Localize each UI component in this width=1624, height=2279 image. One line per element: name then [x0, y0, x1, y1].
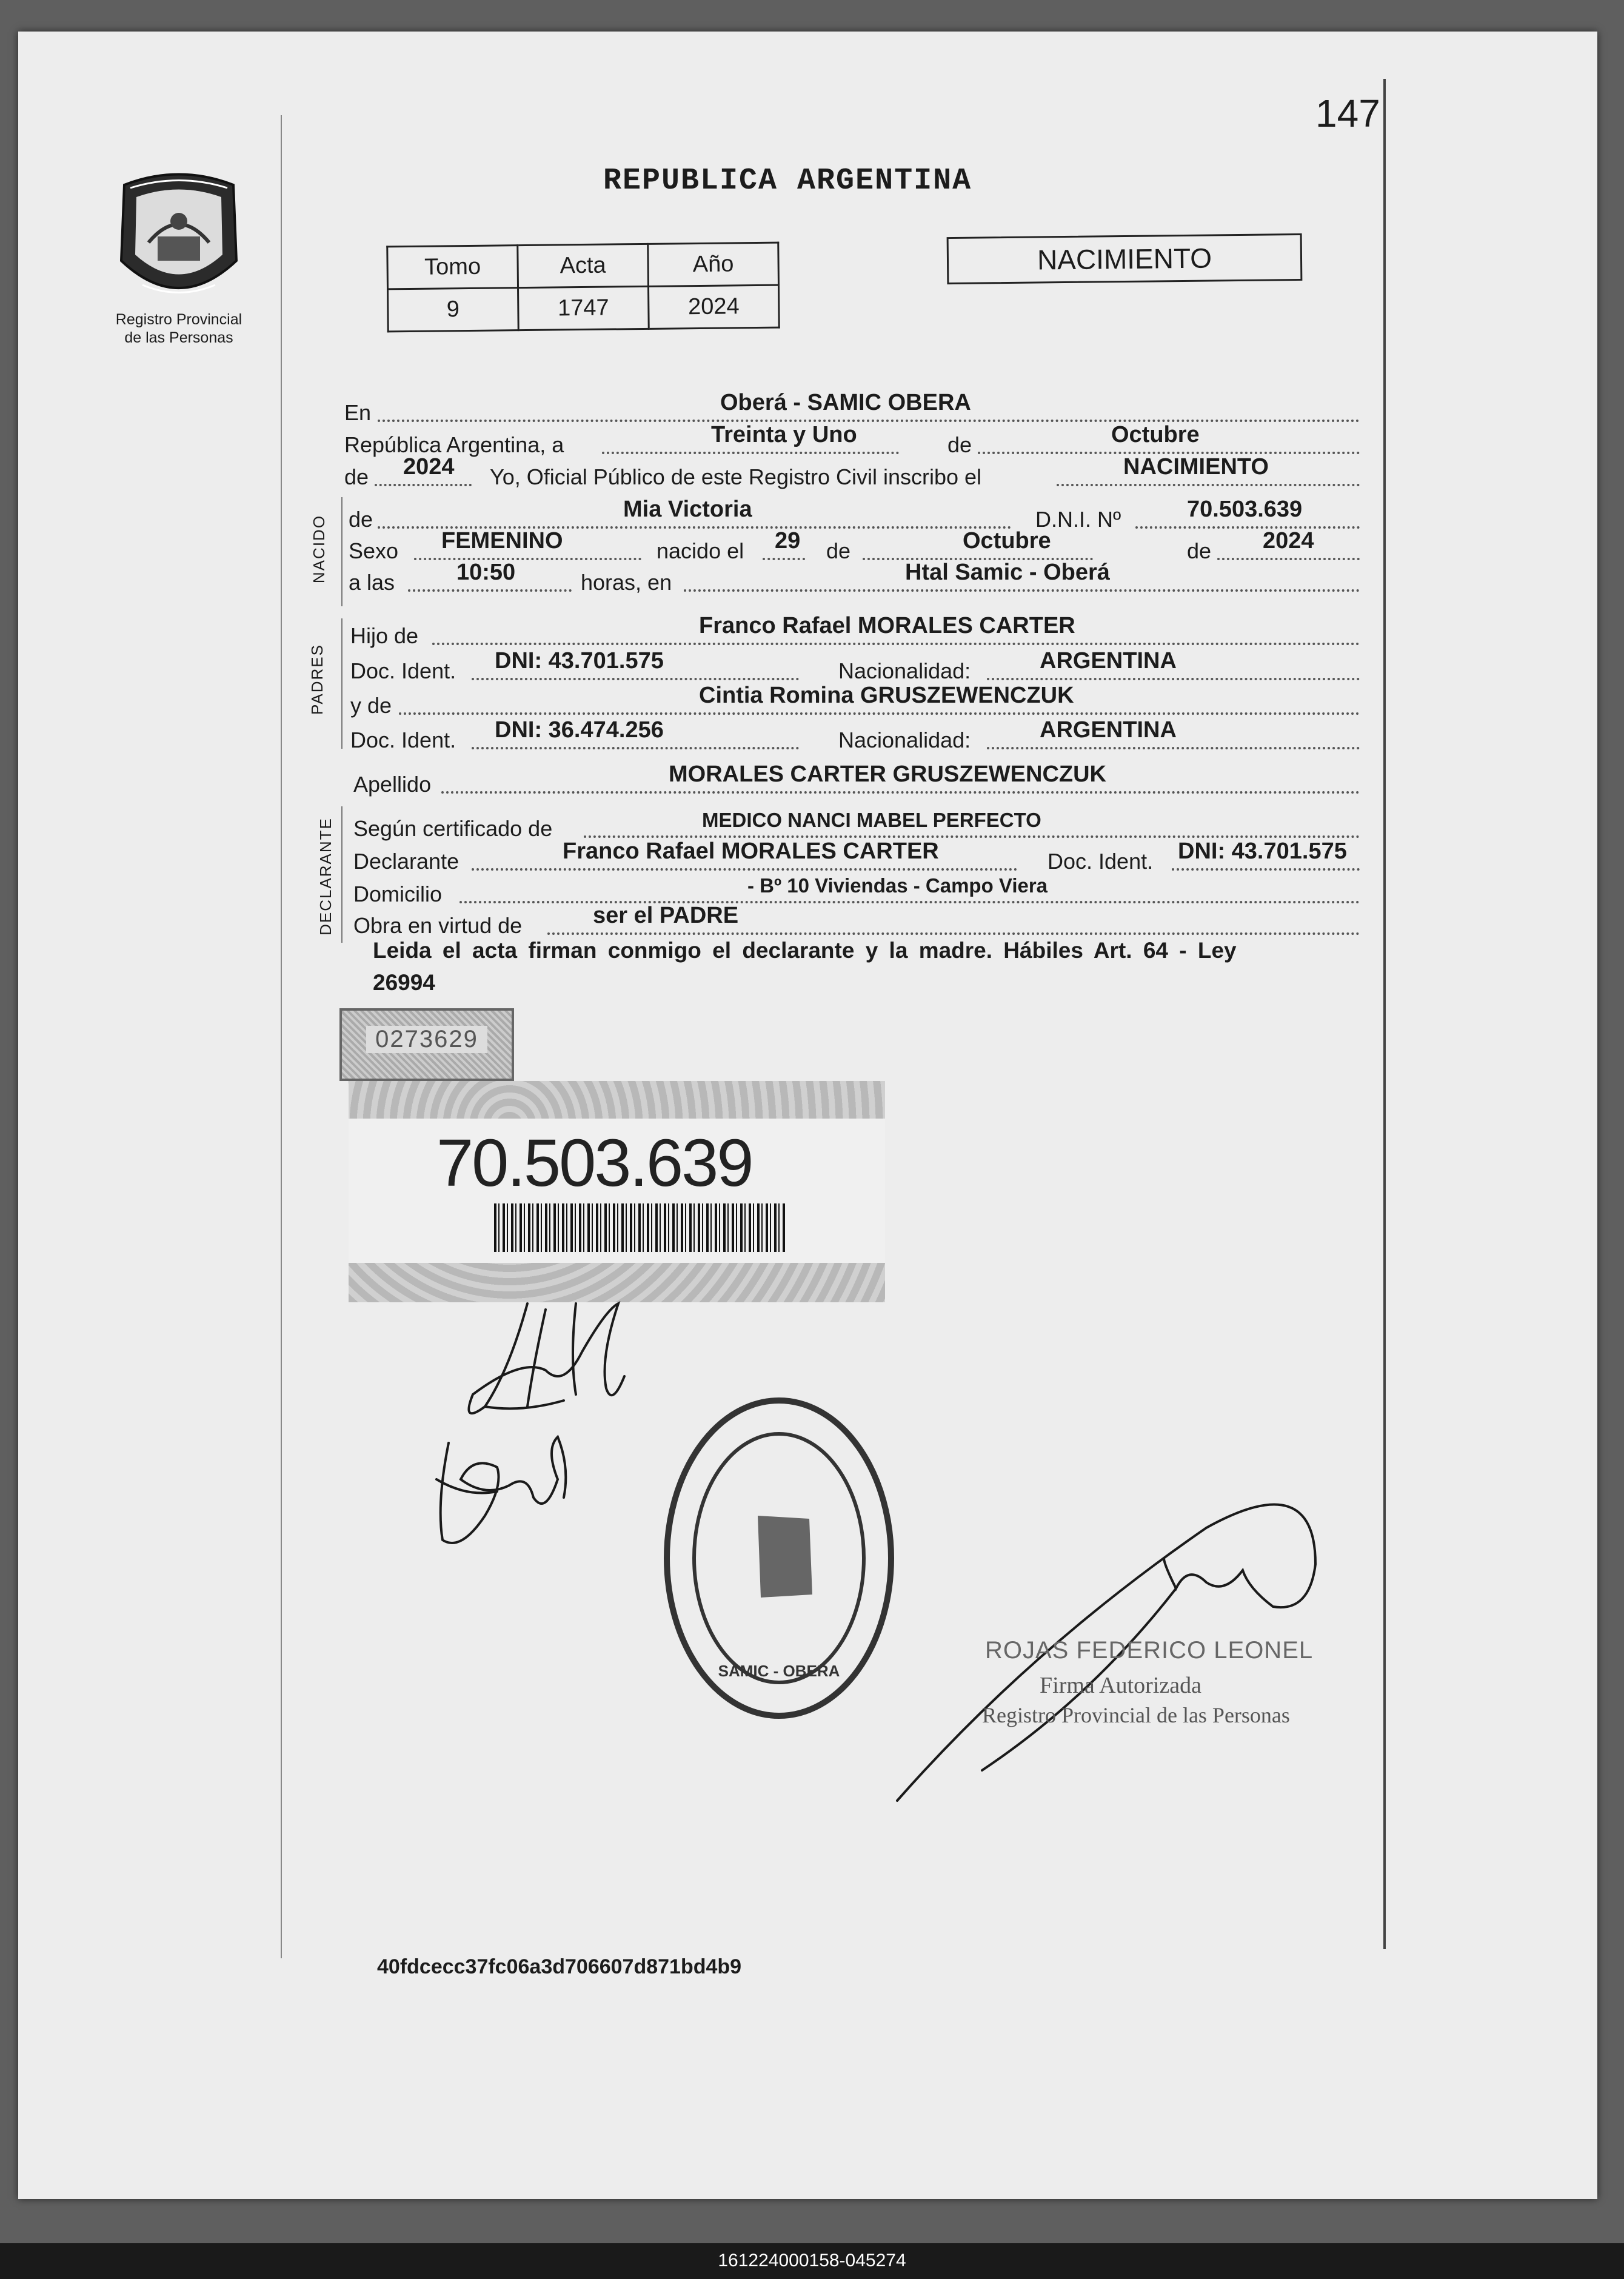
value-declarante: Franco Rafael MORALES CARTER [563, 838, 939, 864]
value-mes: Octubre [1111, 422, 1200, 447]
small-sticker-code: 0273629 [366, 1026, 487, 1053]
value-lugar-nac: Htal Samic - Oberá [905, 560, 1110, 585]
row-certificado [344, 805, 1362, 842]
value-madre-dni: DNI: 36.474.256 [495, 717, 664, 743]
label-y-de: y de [350, 693, 392, 718]
row-apellido [344, 761, 1362, 797]
value-dni: 70.503.639 [1187, 497, 1303, 522]
dotted-line [408, 589, 572, 592]
label-de: de [826, 538, 851, 563]
value-padre-dni: DNI: 43.701.575 [495, 648, 664, 674]
value-certificado: MEDICO NANCI MABEL PERFECTO [702, 809, 1041, 831]
value-hora: 10:50 [456, 560, 516, 585]
row-padre [344, 612, 1362, 649]
right-margin-line [1383, 79, 1386, 1949]
value-sexo: FEMENINO [441, 528, 563, 554]
closing-note: Leida el acta firman conmigo el declarante y la madre. Hábiles Art. 64 - Ley [373, 938, 1237, 963]
label-inscribo: Yo, Oficial Público de este Registro Civil inscribo el [490, 464, 982, 489]
label-de: de [344, 464, 369, 489]
value-domicilio: - Bº 10 Viviendas - Campo Viera [747, 874, 1048, 897]
header-tomo: Tomo [387, 246, 518, 289]
label-nacionalidad: Nacionalidad: [838, 728, 971, 752]
value-dia-nac: 29 [775, 528, 801, 554]
official-title: Firma Autorizada [1040, 1673, 1201, 1698]
page-number: 147 [1315, 92, 1380, 135]
value-padre-nac: ARGENTINA [1040, 648, 1177, 674]
registry-stamp [658, 1394, 900, 1722]
row-madre [344, 682, 1362, 718]
acta-table [386, 242, 780, 333]
header-anio: Año [648, 243, 779, 286]
label-doc: Doc. Ident. [1048, 849, 1154, 874]
value-dia: Treinta y Uno [711, 422, 857, 447]
dotted-line [375, 484, 472, 486]
label-nombre: de [349, 507, 373, 532]
row-madre-doc [344, 717, 1362, 753]
side-label-nacido: NACIDO [310, 514, 329, 584]
row-fecha [344, 421, 1362, 458]
dni-sticker-panel [349, 1119, 885, 1263]
label-obra: Obra en virtud de [353, 913, 523, 938]
label-republica: República Argentina, a [344, 432, 564, 457]
registry-label-line2: de las Personas [124, 329, 233, 346]
section-separator [341, 618, 343, 749]
label-de: de [1187, 538, 1212, 563]
label-declarante: Declarante [353, 849, 459, 874]
province-seal-logo [112, 170, 246, 306]
label-sexo: Sexo [349, 538, 399, 563]
label-apellido: Apellido [353, 772, 432, 797]
row-sexo [344, 527, 1362, 564]
value-obra: ser el PADRE [593, 903, 739, 928]
left-margin-line [281, 115, 282, 1958]
row-padre-doc [344, 648, 1362, 684]
dotted-line [684, 589, 1360, 592]
label-doc: Doc. Ident. [350, 658, 456, 683]
document-hash: 40fdcecc37fc06a3d706607d871bd4b9 [377, 1955, 742, 1978]
value-madre: Cintia Romina GRUSZEWENCZUK [699, 683, 1074, 708]
label-hora: a las [349, 570, 395, 595]
dotted-line [432, 643, 1360, 645]
dotted-line [472, 747, 799, 749]
value-declarante-dni: DNI: 43.701.575 [1178, 838, 1347, 864]
label-nacido: nacido el [657, 538, 744, 563]
label-hijo: Hijo de [350, 623, 419, 648]
row-inscripcion [344, 453, 1362, 490]
page-title: REPUBLICA ARGENTINA [603, 164, 972, 198]
section-separator [341, 806, 343, 943]
row-domicilio [344, 871, 1362, 907]
label-doc: Doc. Ident. [350, 728, 456, 752]
value-tomo: 9 [388, 288, 519, 332]
side-label-padres: PADRES [308, 644, 326, 715]
row-declarante [344, 838, 1362, 874]
dotted-line [547, 932, 1360, 935]
row-nombre [344, 496, 1362, 532]
label-nacionalidad: Nacionalidad: [838, 658, 971, 683]
section-separator [341, 497, 343, 606]
dni-sticker-number: 70.503.639 [436, 1126, 752, 1200]
value-inscribo: NACIMIENTO [1123, 454, 1269, 480]
row-obra [344, 902, 1362, 939]
label-domicilio: Domicilio [353, 882, 443, 906]
record-type-box: NACIMIENTO [947, 233, 1303, 284]
value-anio: 2024 [648, 285, 779, 329]
label-dni: D.N.I. Nº [1035, 507, 1121, 532]
value-lugar: Oberá - SAMIC OBERA [720, 390, 971, 415]
value-madre-nac: ARGENTINA [1040, 717, 1177, 743]
security-sticker-small [339, 1008, 514, 1081]
dotted-line [987, 747, 1360, 749]
value-anio: 2024 [403, 454, 455, 480]
label-de: de [947, 432, 972, 457]
footer-id: 161224000158-045274 [718, 2251, 906, 2271]
label-certificado: Según certificado de [353, 816, 553, 841]
dotted-line [472, 678, 799, 680]
value-acta: 1747 [518, 286, 649, 330]
dotted-line [1057, 484, 1360, 486]
header-acta: Acta [518, 244, 649, 287]
closing-note-law: 26994 [373, 970, 435, 995]
label-en: En [344, 400, 372, 425]
value-nombre: Mia Victoria [623, 497, 752, 522]
side-label-declarante: DECLARANTE [316, 817, 335, 935]
value-apellido: MORALES CARTER GRUSZEWENCZUK [669, 761, 1106, 787]
dni-sticker [349, 1081, 885, 1302]
row-lugar [344, 389, 1362, 426]
official-org: Registro Provincial de las Personas [982, 1703, 1290, 1727]
registry-label-line1: Registro Provincial [115, 311, 242, 328]
value-padre: Franco Rafael MORALES CARTER [699, 613, 1075, 638]
value-anio-nac: 2024 [1263, 528, 1314, 554]
dotted-line [987, 678, 1360, 680]
svg-text:SAMIC - OBERA: SAMIC - OBERA [718, 1662, 840, 1680]
dotted-line [399, 712, 1360, 715]
row-hora [344, 559, 1362, 595]
registry-label [91, 310, 267, 347]
label-horas-en: horas, en [581, 570, 672, 595]
value-mes-nac: Octubre [963, 528, 1051, 554]
official-name: ROJAS FEDERICO LEONEL [985, 1637, 1314, 1664]
dotted-line [441, 791, 1360, 794]
barcode [494, 1203, 785, 1252]
